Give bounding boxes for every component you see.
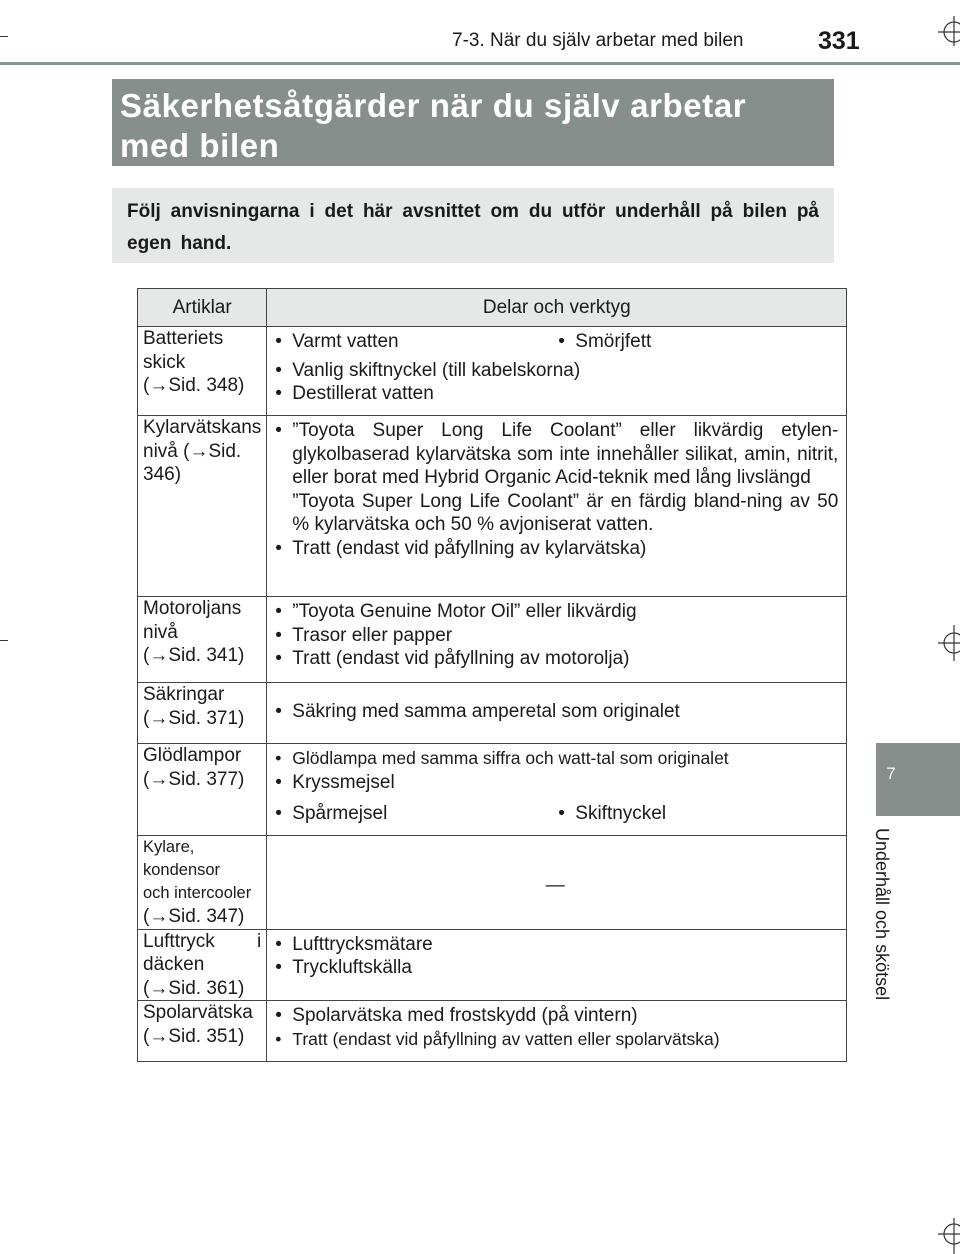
list-item: • Spårmejsel — [272, 802, 555, 826]
page-reference: (→Sid. 377) — [143, 768, 245, 790]
page-reference: (→Sid. 361) — [143, 977, 245, 999]
intro-text: Följ anvisningarna i det här avsnittet om du utför underhåll på bilen på egen hand. — [127, 201, 819, 254]
table-row — [138, 744, 847, 836]
parts-table — [137, 288, 847, 1062]
table-row — [138, 597, 847, 683]
list-item: • ”Toyota Super Long Life Coolant” eller likvärdig etylen-glykolbaserad kylarvätska som inte innehåller silikat, amin, nitrit, eller borat med Hybrid Organic Acid-teknik med lång livslängd — [272, 419, 838, 490]
no-parts-dash: — — [545, 875, 565, 896]
item-name: Säkringar — [143, 684, 225, 705]
page-reference: (→Sid. 341) — [143, 645, 245, 666]
header-items: Artiklar — [138, 289, 267, 327]
registration-mark-right — [930, 625, 960, 661]
crop-mark-top-left — [0, 36, 8, 37]
chapter-label: Underhåll och skötsel — [872, 828, 892, 1001]
list-item: • Spolarvätska med frostskydd (på vintern) — [272, 1004, 838, 1028]
header-parts: Delar och verktyg — [267, 289, 847, 327]
item-name: Batteriets skick — [143, 328, 224, 373]
table-row — [138, 416, 847, 597]
list-item: • Smörjfett — [555, 330, 838, 354]
list-item: • Lufttrycksmätare — [272, 933, 838, 957]
crop-mark-left — [0, 640, 8, 641]
item-name-line-2: och intercooler — [143, 884, 252, 902]
table-header-row — [138, 289, 847, 327]
item-name: Kylarvätskans — [143, 417, 262, 438]
list-item: • Destillerat vatten — [272, 382, 838, 406]
item-name: Spolarvätska — [143, 1002, 253, 1023]
item-name: Motoroljans nivå — [143, 598, 242, 643]
table-row — [138, 929, 847, 1001]
registration-mark-bottom-right — [930, 1218, 960, 1254]
page-reference: (→Sid. 371) — [143, 707, 245, 729]
page-reference: (→Sid. 351) — [143, 1025, 245, 1047]
item-name: Lufttryck i däcken — [143, 930, 262, 975]
list-item: • Glödlampa med samma siffra och watt-tal som originalet — [272, 747, 838, 771]
page-reference: (→Sid. 347) — [143, 906, 245, 927]
section-title: 7-3. När du själv arbetar med bilen — [452, 30, 744, 51]
item-name: Kylare, kondensor — [143, 838, 221, 879]
table-row — [138, 327, 847, 416]
header-rule — [0, 62, 960, 65]
table-row — [138, 1001, 847, 1062]
list-item: • Säkring med samma amperetal som originalet — [272, 700, 838, 724]
list-item: • Tratt (endast vid påfyllning av kylarvätska) — [272, 537, 838, 561]
list-item: • Trasor eller papper — [272, 624, 838, 648]
list-item: • Skiftnyckel — [555, 802, 838, 826]
page-number: 331 — [818, 27, 860, 55]
page-reference: nivå (→Sid. 346) — [143, 440, 242, 485]
item-name: Glödlampor — [143, 745, 242, 766]
registration-mark-top-right — [930, 16, 960, 46]
list-item: • Tratt (endast vid påfyllning av vatten eller spolarvätska) — [272, 1028, 838, 1052]
table-row — [138, 836, 847, 930]
list-item: • Tryckluftskälla — [272, 956, 838, 980]
list-item: • ”Toyota Genuine Motor Oil” eller likvärdig — [272, 600, 838, 624]
list-item: • Kryssmejsel — [272, 771, 838, 795]
page-reference: (→Sid. 348) — [143, 375, 245, 396]
page-title: Säkerhetsåtgärder när du själv arbetar med bilen — [120, 87, 747, 164]
table-row — [138, 683, 847, 744]
list-item: • Tratt (endast vid påfyllning av motorolja) — [272, 647, 838, 671]
chapter-number: 7 — [886, 764, 896, 783]
list-item: • Varmt vatten — [272, 330, 555, 354]
list-item-continuation: ”Toyota Super Long Life Coolant” är en färdig bland-ning av 50 % kylarvätska och 50 % avjoniserat vatten. — [292, 490, 839, 535]
list-item: • Vanlig skiftnyckel (till kabelskorna) — [272, 359, 838, 383]
